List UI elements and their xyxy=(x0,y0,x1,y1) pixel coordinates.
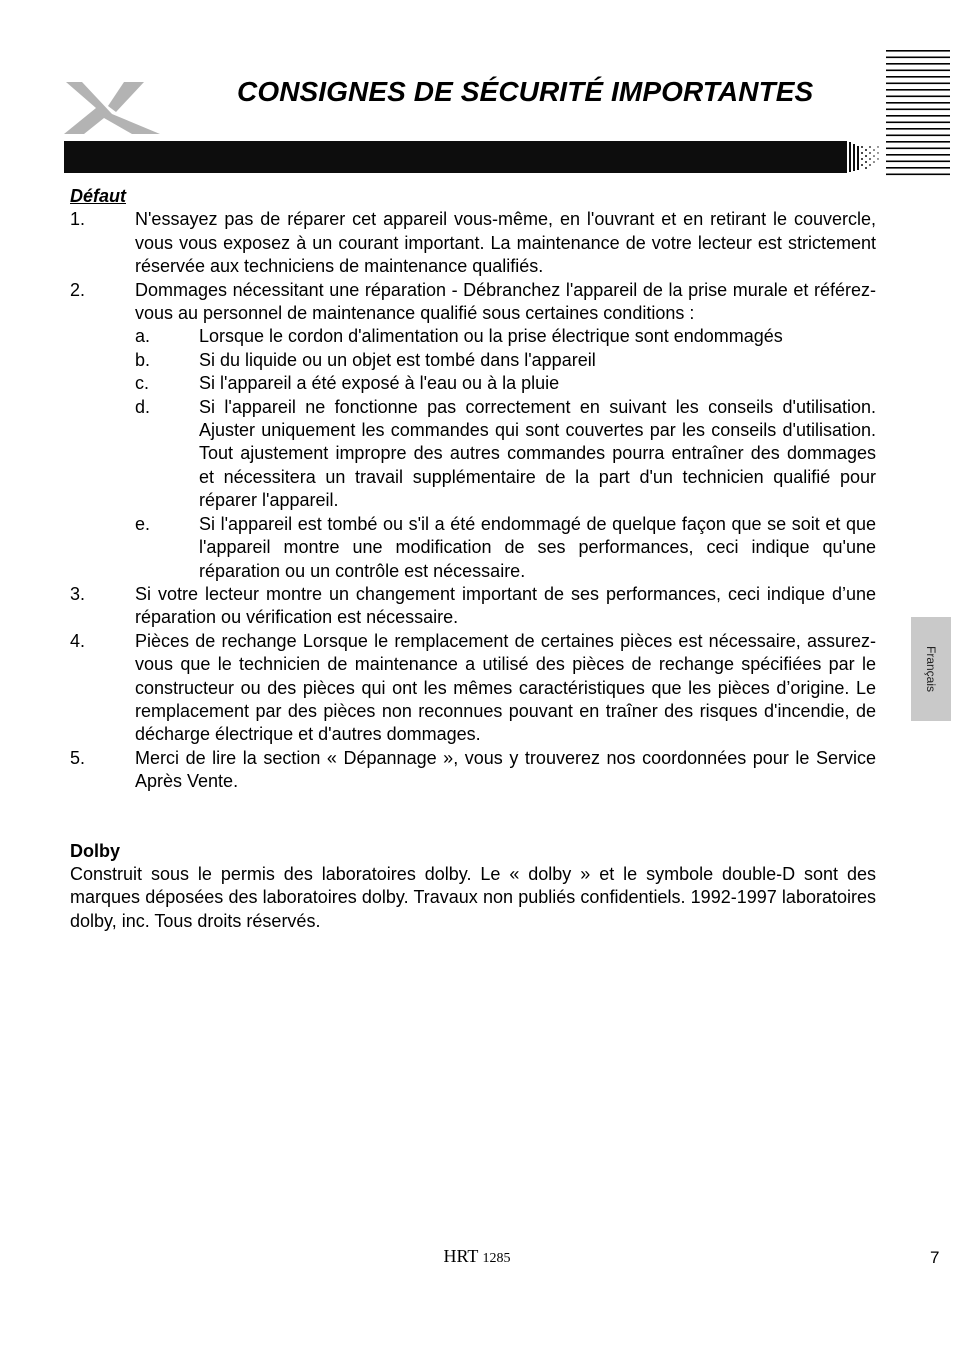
language-tab xyxy=(911,617,951,721)
item-number: 2. xyxy=(70,279,86,300)
dolby-section xyxy=(70,840,876,934)
list-item xyxy=(70,279,876,326)
sub-list-item xyxy=(70,349,876,372)
sub-item-letter: a. xyxy=(135,326,151,347)
section-heading-dolby: Dolby xyxy=(70,840,121,861)
item-number: 1. xyxy=(70,209,86,230)
list-item xyxy=(70,630,876,747)
sub-list-item xyxy=(70,325,876,348)
list-item xyxy=(70,208,876,278)
item-text: Dommages nécessitant une réparation - Débranchez l'appareil de la prise murale et référez-vous au personnel de maintenance qualifié sous certaines conditions : xyxy=(135,279,876,324)
sub-item-letter: d. xyxy=(135,396,151,417)
sub-item-text: Si du liquide ou un objet est tombé dans l'appareil xyxy=(199,349,596,370)
brand-x-logo xyxy=(62,78,162,138)
decorative-stripes xyxy=(886,50,950,178)
sub-item-text: Si l'appareil ne fonctionne pas correctement en suivant les conseils d'utilisation. Ajuster uniquement les commandes qui sont couvertes par les conseils d'utilisation. Tout ajustement impropre des autres commandes pourra entraîner des dommages et nécessitera un travail supplémentaire de la part d'un technicien qualifié pour réparer l'appareil. xyxy=(199,396,876,511)
sub-list-item xyxy=(70,513,876,583)
item-text: Merci de lire la section « Dépannage », vous y trouverez nos coordonnées pour le Service Après Vente. xyxy=(135,747,876,792)
model-name: HRT xyxy=(443,1246,479,1266)
sub-item-letter: c. xyxy=(135,373,150,394)
item-text: Si votre lecteur montre un changement important de ses performances, ceci indique d’une réparation ou vérification est nécessaire. xyxy=(135,583,876,628)
list-item xyxy=(70,747,876,794)
sub-list-item xyxy=(70,396,876,513)
section-heading-defaut: Défaut xyxy=(70,186,127,206)
sub-item-letter: e. xyxy=(135,513,151,534)
page-number: 7 xyxy=(930,1248,940,1267)
sub-item-text: Lorsque le cordon d'alimentation ou la prise électrique sont endommagés xyxy=(199,326,783,347)
item-number: 3. xyxy=(70,583,86,604)
sub-item-text: Si l'appareil a été exposé à l'eau ou à la pluie xyxy=(199,373,560,394)
item-number: 4. xyxy=(70,630,86,651)
page-title: CONSIGNES DE SÉCURITÉ IMPORTANTES xyxy=(237,76,814,107)
item-text: Pièces de rechange Lorsque le remplacement de certaines pièces est nécessaire, assurez-vous que le technicien de maintenance a utilisé des pièces de rechange spécifiées par le constructeur ou des pièces qui ont les mêmes caractéristiques que les pièces d’origine. Le remplacement par des pièces non reconnues pouvant en traîner des risques d'incendie, de décharge électrique et d'autres dommages. xyxy=(135,630,876,745)
sub-list-item xyxy=(70,372,876,395)
list-item xyxy=(70,583,876,630)
sub-item-letter: b. xyxy=(135,349,151,370)
model-number: 1285 xyxy=(482,1251,511,1266)
footer-model xyxy=(0,1246,954,1267)
header-bar xyxy=(64,141,882,173)
item-number: 5. xyxy=(70,747,86,768)
item-text: N'essayez pas de réparer cet appareil vous-même, en l'ouvrant et en retirant le couvercle, vous vous exposez à un courant important. La maintenance de votre lecteur est strictement réservée aux techniciens de maintenance qualifiés. xyxy=(135,209,876,277)
main-content xyxy=(70,185,876,933)
language-tab-label: Français xyxy=(924,645,938,693)
dolby-paragraph: Construit sous le permis des laboratoires dolby. Le « dolby » et le symbole double-D sont des marques déposées des laboratoires dolby. Travaux non publiés confidentiels. 1992-1997 laboratoires dolby, inc. Tous droits réservés. xyxy=(70,863,876,931)
sub-item-text: Si l'appareil est tombé ou s'il a été endommagé de quelque façon que se soit et que l'appareil montre une modification de ses performances, ceci indique qu'une réparation ou un contrôle est nécessaire. xyxy=(199,513,876,581)
